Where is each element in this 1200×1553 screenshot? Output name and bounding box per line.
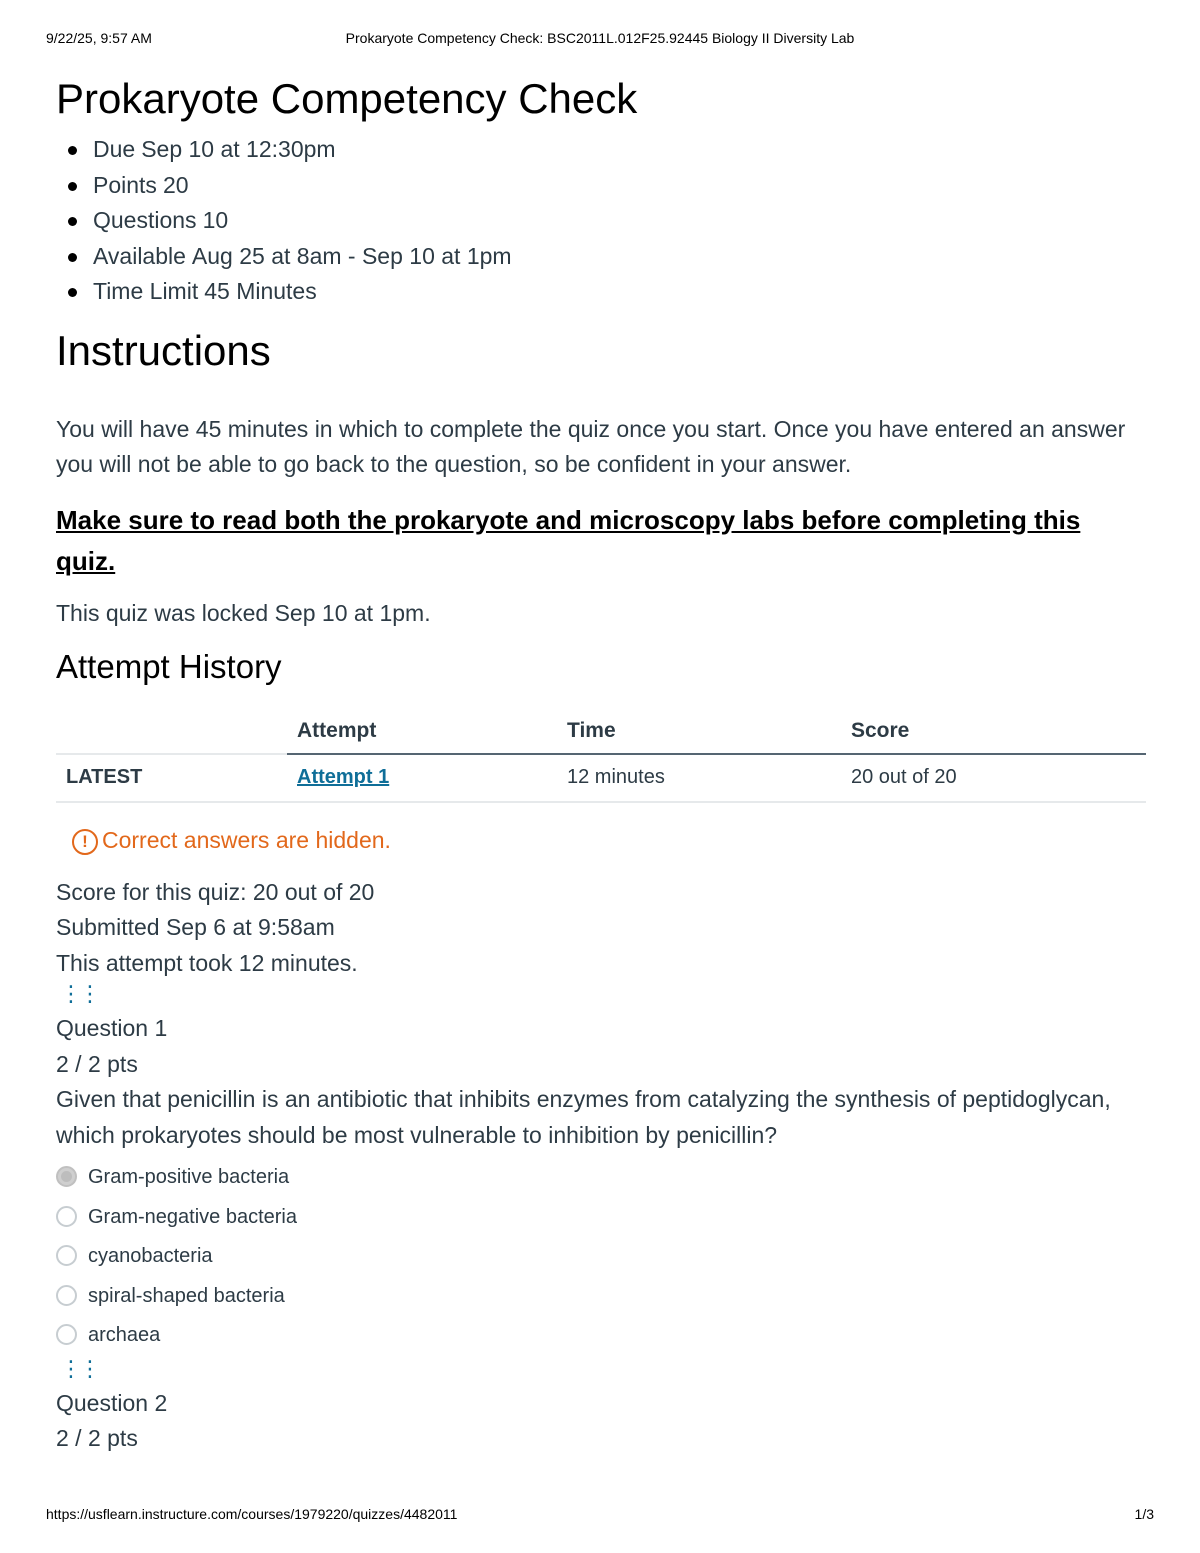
question-points: 2 / 2 pts <box>56 1050 138 1077</box>
quiz-content <box>56 70 1146 1457</box>
radio-selected <box>56 1166 77 1187</box>
radio-unselected <box>56 1206 77 1227</box>
question-title: Question 1 <box>56 1015 168 1041</box>
answer-option <box>56 1277 1146 1317</box>
page-title: Prokaryote Competency Check <box>56 75 638 122</box>
quiz-summary <box>56 875 1146 982</box>
question-text: Given that penicillin is an antibiotic that inhibits enzymes from catalyzing the synthesis of peptidoglycan, which prokaryotes should be most vulnerable to inhibition by penicillin? <box>56 1086 1111 1148</box>
quiz-score: Score for this quiz: 20 out of 20 <box>56 878 375 905</box>
submitted-time: Submitted Sep 6 at 9:58am <box>56 914 335 940</box>
detail-label: Due <box>93 136 136 162</box>
detail-available <box>56 239 1146 275</box>
detail-label: Available <box>93 242 186 269</box>
attempt-tag: LATEST <box>56 754 287 802</box>
instructions-bold-note: Make sure to read both the prokaryote and microscopy labs before completing this quiz. <box>56 504 1081 576</box>
detail-due <box>56 132 1146 168</box>
quiz-details <box>56 132 1146 310</box>
attempt-time: 12 minutes <box>557 754 841 802</box>
column-header-tag <box>56 719 287 754</box>
detail-value: 10 <box>202 207 229 233</box>
attempt-link[interactable]: Attempt 1 <box>297 766 390 788</box>
question-1 <box>56 981 1146 1356</box>
detail-time-limit <box>56 274 1146 310</box>
instructions-heading: Instructions <box>56 326 271 374</box>
answer-label: Gram-negative bacteria <box>88 1205 297 1228</box>
attempt-history-table <box>56 719 1146 803</box>
detail-questions <box>56 203 1146 239</box>
question-points: 2 / 2 pts <box>56 1425 138 1451</box>
answer-option <box>56 1158 1146 1198</box>
print-header <box>46 30 1154 50</box>
answer-option <box>56 1237 1146 1277</box>
answer-option <box>56 1316 1146 1356</box>
question-title: Question 2 <box>56 1389 168 1416</box>
drag-handle-icon[interactable]: ⋮⋮ <box>60 1355 98 1381</box>
detail-value: 45 Minutes <box>204 278 317 304</box>
print-footer <box>46 1506 1154 1526</box>
radio-unselected <box>56 1245 77 1266</box>
column-header-time: Time <box>557 719 841 754</box>
print-datetime: 9/22/25, 9:57 AM <box>46 30 152 46</box>
attempt-history-heading: Attempt History <box>56 647 282 685</box>
detail-value: Aug 25 at 8am - Sep 10 at 1pm <box>191 242 512 269</box>
answers-hidden-notice <box>72 825 1146 855</box>
attempt-duration: This attempt took 12 minutes. <box>56 949 358 976</box>
detail-label: Questions <box>93 207 197 233</box>
column-header-attempt: Attempt <box>287 719 557 754</box>
answer-label: archaea <box>88 1324 161 1346</box>
table-row <box>56 754 1146 802</box>
print-url: https://usflearn.instructure.com/courses/1979220/quizzes/4482011 <box>46 1506 458 1522</box>
answer-option <box>56 1198 1146 1238</box>
answer-label: spiral-shaped bacteria <box>88 1284 285 1307</box>
locked-notice: This quiz was locked Sep 10 at 1pm. <box>56 599 431 626</box>
answer-label: cyanobacteria <box>88 1245 213 1267</box>
instructions-text: You will have 45 minutes in which to complete the quiz once you start. Once you have entered an answer you will not be able to go back to the question, so be confident in your answer. <box>56 415 1126 477</box>
drag-handle-icon[interactable]: ⋮⋮ <box>60 981 98 1006</box>
warning-circle-icon: ! <box>72 829 98 855</box>
table-header-row <box>56 719 1146 754</box>
answer-label: Gram-positive bacteria <box>88 1166 290 1188</box>
print-page-number: 1/3 <box>1134 1506 1154 1522</box>
radio-unselected <box>56 1324 77 1345</box>
attempt-score: 20 out of 20 <box>841 754 1146 802</box>
detail-value: Sep 10 at 12:30pm <box>141 136 336 162</box>
radio-unselected <box>56 1285 77 1306</box>
notice-text: Correct answers are hidden. <box>102 826 391 853</box>
column-header-score: Score <box>841 719 1146 754</box>
question-2 <box>56 1356 1146 1457</box>
detail-label: Points <box>93 171 157 198</box>
print-page-title: Prokaryote Competency Check: BSC2011L.012F25.92445 Biology II Diversity Lab <box>345 30 855 46</box>
detail-value: 20 <box>162 171 189 198</box>
detail-points <box>56 168 1146 204</box>
answer-list <box>56 1158 1146 1356</box>
detail-label: Time Limit <box>93 278 199 304</box>
attempt-cell <box>287 754 557 802</box>
